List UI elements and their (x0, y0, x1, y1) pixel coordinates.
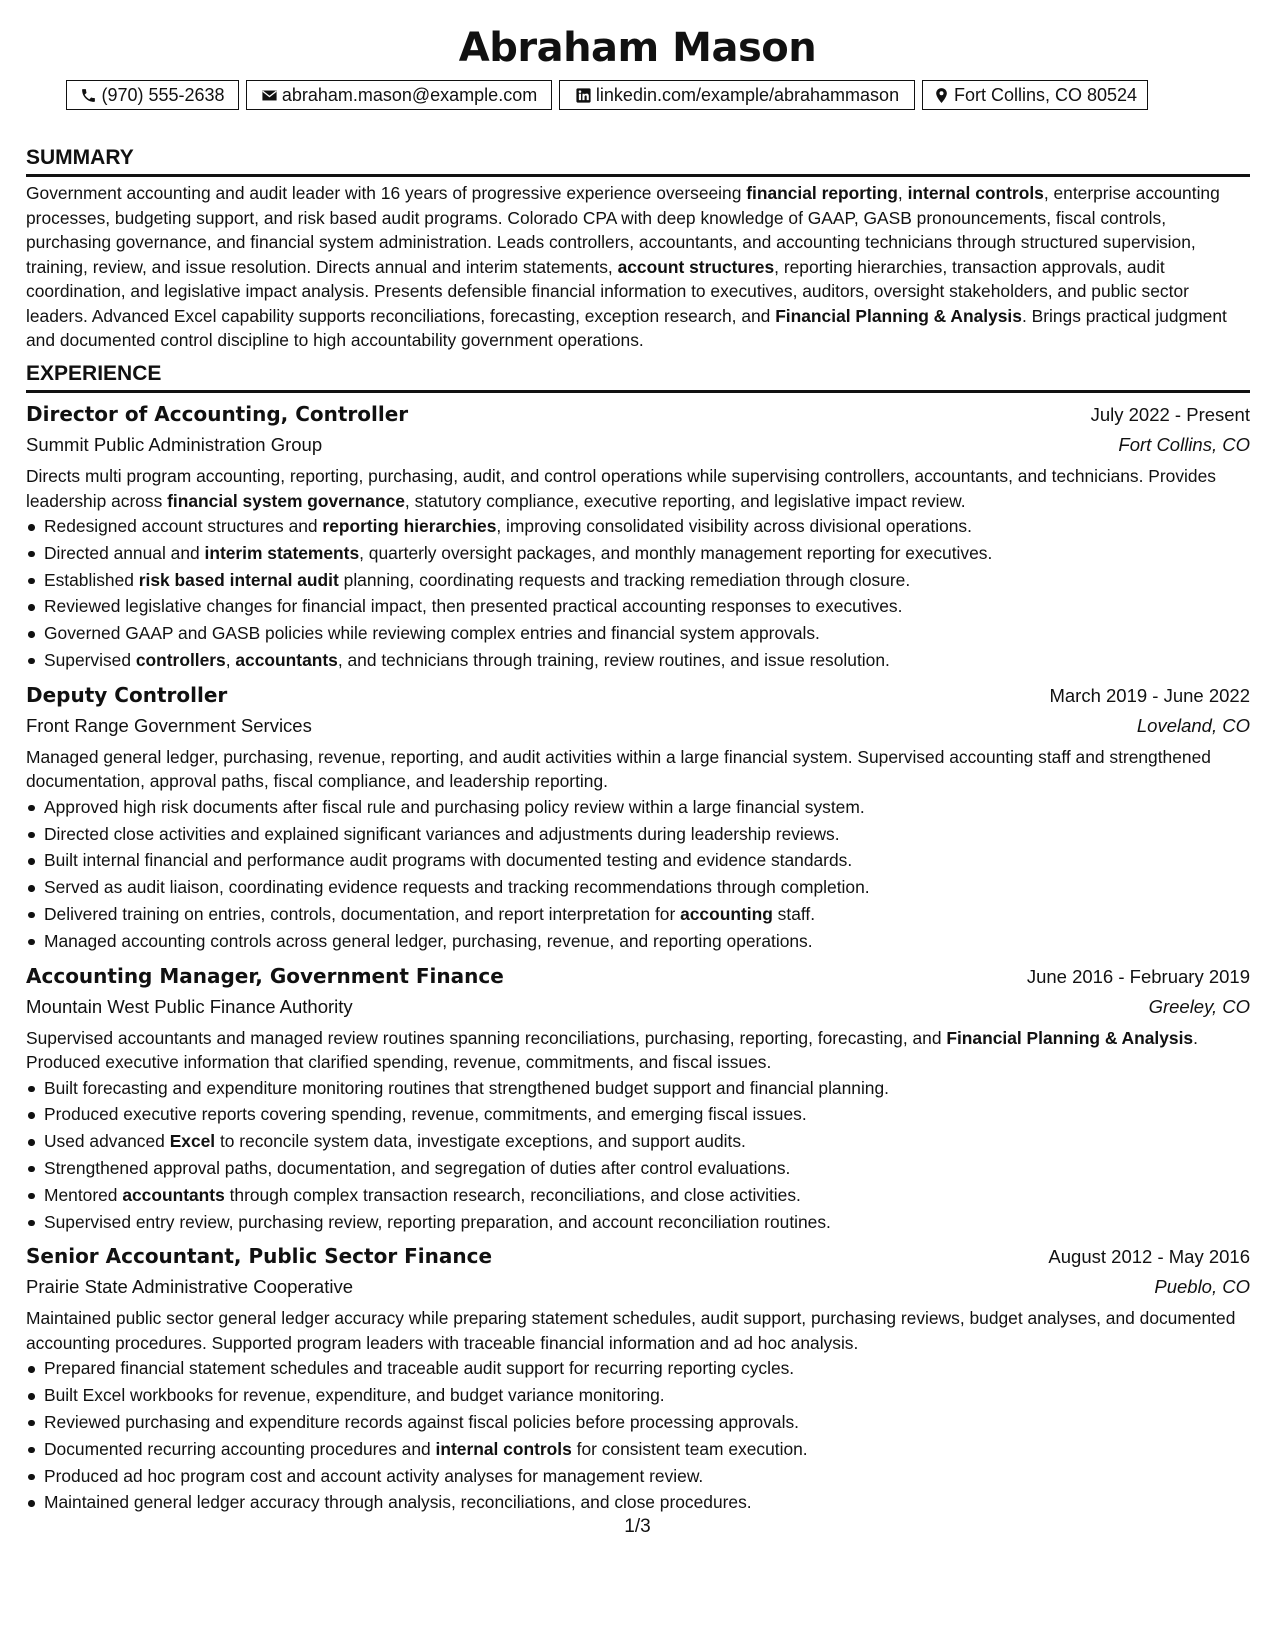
job-location: Greeley, CO (1148, 995, 1250, 1017)
job-description: Managed general ledger, purchasing, revenue, reporting, and audit activities within a large financial system. Supervised accounting staff and strengthened documentation, approval paths, fiscal compliance, and leadership reporting. (26, 746, 1211, 792)
job-entry (26, 961, 1250, 1236)
email-text: abraham.mason@example.com (281, 84, 538, 105)
job-bullet: Managed accounting controls across general ledger, purchasing, revenue, and reporting operations. (44, 928, 1250, 955)
job-organization: Prairie State Administrative Cooperative (26, 1276, 353, 1298)
job-dates: August 2012 - May 2016 (1048, 1246, 1250, 1268)
job-header-row (26, 399, 1250, 430)
envelope-icon (261, 87, 278, 104)
job-bullet: Delivered training on entries, controls, documentation, and report interpretation for accounting staff. (44, 901, 1250, 928)
map-pin-icon (933, 87, 950, 104)
summary-text: Government accounting and audit leader with 16 years of progressive experience overseeing financial reporting, internal controls, enterprise accounting processes, budgeting support, and risk based audit programs. Colorado CPA with deep knowledge of GAAP, GASB pronouncements, fiscal controls, purchasing governance, and financial system administration. Leads controllers, accountants, and accounting technicians through structured supervision, training, review, and issue resolution. Directs annual and interim statements, account structures, reporting hierarchies, transaction approvals, audit coordination, and legislative impact analysis. Presents defensible financial information to executives, auditors, oversight stakeholders, and public sector leaders. Advanced Excel capability supports reconciliations, forecasting, exception research, and Financial Planning & Analysis. Brings practical judgment and documented control discipline to high accountability government operations. (26, 183, 1227, 350)
job-organization: Mountain West Public Finance Authority (26, 995, 353, 1017)
job-bullet: Supervised entry review, purchasing review, reporting preparation, and account reconciliation routines. (44, 1209, 1250, 1236)
job-bullet-list (26, 513, 1250, 674)
contact-linkedin[interactable] (559, 80, 915, 110)
job-bullet: Directed close activities and explained significant variances and adjustments during leadership reviews. (44, 821, 1250, 848)
job-bullet: Strengthened approval paths, documentation, and segregation of duties after control evaluations. (44, 1155, 1250, 1182)
job-bullet: Built Excel workbooks for revenue, expenditure, and budget variance monitoring. (44, 1382, 1250, 1409)
job-bullet: Used advanced Excel to reconcile system data, investigate exceptions, and support audits. (44, 1128, 1250, 1155)
job-title: Senior Accountant, Public Sector Finance (26, 1244, 493, 1269)
job-org-row (26, 1272, 1250, 1302)
job-title: Director of Accounting, Controller (26, 402, 409, 426)
job-bullet: Reviewed purchasing and expenditure records against fiscal policies before processing approvals. (44, 1409, 1250, 1436)
job-bullet: Reviewed legislative changes for financial impact, then presented practical accounting responses to executives. (44, 593, 1250, 620)
location-text: Fort Collins, CO 80524 (953, 84, 1138, 105)
job-header-row (26, 1241, 1250, 1272)
page-number: 1/3 (624, 1516, 651, 1537)
job-bullet: Built internal financial and performance audit programs with documented testing and evidence standards. (44, 847, 1250, 874)
job-bullet-list (26, 794, 1250, 955)
job-bullet: Directed annual and interim statements, quarterly oversight packages, and monthly management reporting for executives. (44, 540, 1250, 567)
job-bullet: Mentored accountants through complex transaction research, reconciliations, and close activities. (44, 1182, 1250, 1209)
job-bullet: Produced ad hoc program cost and account activity analyses for management review. (44, 1463, 1250, 1490)
contact-phone (66, 80, 239, 110)
job-bullet: Produced executive reports covering spending, revenue, commitments, and emerging fiscal issues. (44, 1101, 1250, 1128)
job-org-row (26, 711, 1250, 741)
job-bullet: Prepared financial statement schedules and traceable audit support for recurring reporting cycles. (44, 1355, 1250, 1382)
summary-section (26, 144, 1250, 353)
job-header-row (26, 680, 1250, 711)
experience-heading: EXPERIENCE (26, 360, 1250, 393)
job-location: Loveland, CO (1136, 714, 1250, 736)
job-dates: June 2016 - February 2019 (1026, 965, 1250, 987)
job-bullet: Governed GAAP and GASB policies while reviewing complex entries and financial system approvals. (44, 620, 1250, 647)
contact-bar (66, 80, 1148, 110)
job-bullet: Served as audit liaison, coordinating evidence requests and tracking recommendations through completion. (44, 874, 1250, 901)
job-description: Maintained public sector general ledger accuracy while preparing statement schedules, audit support, purchasing reviews, budget analyses, and documented accounting procedures. Supported program leaders with traceable financial information and ad hoc analysis. (26, 1308, 1236, 1353)
job-entry (26, 680, 1250, 955)
candidate-name: Abraham Mason (458, 25, 817, 71)
job-header-row (26, 961, 1250, 992)
job-title: Accounting Manager, Government Finance (26, 963, 504, 988)
job-bullet: Redesigned account structures and reporting hierarchies, improving consolidated visibility across divisional operations. (44, 513, 1250, 540)
job-title: Deputy Controller (26, 682, 228, 707)
job-organization: Summit Public Administration Group (26, 434, 323, 455)
job-dates: July 2022 - Present (1090, 404, 1250, 425)
job-description: Supervised accountants and managed review routines spanning reconciliations, purchasing, reporting, forecasting, and Financial Planning & Analysis. Produced executive information that clarified spending, revenue, commitments, and fiscal issues. (26, 1027, 1198, 1073)
job-bullet: Built forecasting and expenditure monitoring routines that strengthened budget support and financial planning. (44, 1075, 1250, 1102)
phone-text: (970) 555-2638 (101, 84, 225, 105)
job-bullet: Established risk based internal audit planning, coordinating requests and tracking remediation through closure. (44, 567, 1250, 594)
contact-email[interactable] (246, 80, 552, 110)
job-location: Pueblo, CO (1154, 1276, 1250, 1298)
job-organization: Front Range Government Services (26, 714, 312, 736)
linkedin-text: linkedin.com/example/abrahammason (595, 84, 900, 105)
job-dates: March 2019 - June 2022 (1049, 684, 1250, 706)
job-bullet: Supervised controllers, accountants, and technicians through training, review routines, and issue resolution. (44, 647, 1250, 674)
summary-heading: SUMMARY (26, 144, 1250, 177)
job-bullet-list (26, 1075, 1250, 1236)
experience-section (26, 360, 1250, 1516)
phone-icon (80, 87, 97, 104)
job-entry (26, 399, 1250, 674)
job-bullet: Documented recurring accounting procedures and internal controls for consistent team execution. (44, 1436, 1250, 1463)
contact-location (922, 80, 1148, 110)
job-entry (26, 1241, 1250, 1516)
job-org-row (26, 992, 1250, 1022)
job-location: Fort Collins, CO (1118, 434, 1250, 455)
job-bullet-list (26, 1355, 1250, 1516)
job-list (26, 399, 1250, 1516)
job-description: Directs multi program accounting, reporting, purchasing, audit, and control operations while supervising controllers, accountants, and technicians. Provides leadership across financial system governance, statutory compliance, executive reporting, and legislative impact review. (26, 466, 1216, 511)
job-bullet: Maintained general ledger accuracy through analysis, reconciliations, and close procedures. (44, 1489, 1250, 1516)
job-org-row (26, 430, 1250, 460)
linkedin-icon (575, 87, 592, 104)
job-bullet: Approved high risk documents after fiscal rule and purchasing policy review within a large financial system. (44, 794, 1250, 821)
